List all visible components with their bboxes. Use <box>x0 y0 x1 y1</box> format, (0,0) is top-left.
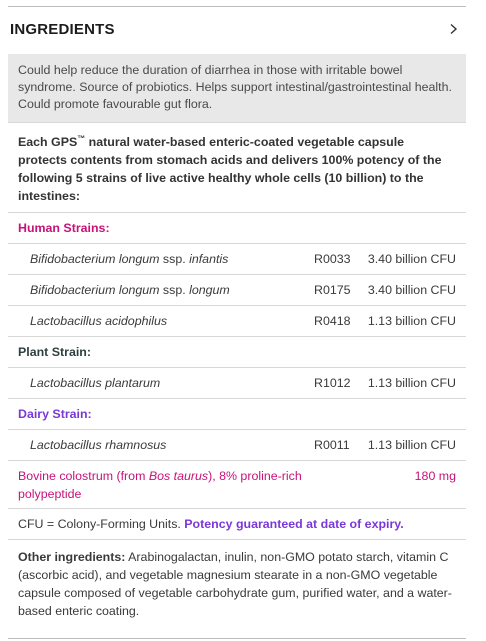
strain-row: Bifidobacterium longum ssp. longum R0175 3.40 billion CFU <box>8 275 466 306</box>
top-divider <box>8 6 466 7</box>
potency-guarantee: Potency guaranteed at date of expiry. <box>184 517 404 532</box>
bottom-divider <box>8 638 466 639</box>
colostrum-row: Bovine colostrum (from Bos taurus), 8% proline-rich polypeptide 180 mg <box>8 461 466 509</box>
section-title: INGREDIENTS <box>10 20 115 38</box>
strain-row: Lactobacillus acidophilus R0418 1.13 billion CFU <box>8 306 466 337</box>
strain-cfu: 3.40 billion CFU <box>367 283 456 298</box>
strain-code: R0033 <box>314 252 351 267</box>
strain-cfu: 1.13 billion CFU <box>367 376 456 391</box>
strain-cfu: 3.40 billion CFU <box>367 252 456 267</box>
ingredients-content <box>8 54 466 628</box>
health-claim: Could help reduce the duration of diarrhea in those with irritable bowel syndrome. Source of probiotics. Helps support intestinal/gastrointestinal health. Could promote favourable gut flora. <box>8 54 466 123</box>
cfu-note: CFU = Colony-Forming Units. Potency guaranteed at date of expiry. <box>8 509 466 540</box>
strain-cfu: 1.13 billion CFU <box>367 438 456 453</box>
ingredients-header[interactable] <box>10 12 466 46</box>
strain-row: Lactobacillus plantarum R1012 1.13 billion CFU <box>8 368 466 399</box>
capsule-description: Each GPS™ natural water-based enteric-coated vegetable capsule protects contents from stomach acids and delivers 100% potency of the following 5 strains of live active healthy whole cells (10 billion) to the intestines: <box>8 123 466 213</box>
strain-code: R1012 <box>314 376 351 391</box>
strain-row: Bifidobacterium longum ssp. infantis R0033 3.40 billion CFU <box>8 244 466 275</box>
strain-code: R0011 <box>314 438 350 453</box>
other-ingredients: Other ingredients: Arabinogalactan, inulin, non-GMO potato starch, vitamin C (ascorbic acid), and vegetable magnesium stearate in a non-GMO vegetable capsule composed of vegetable carbohydrate gum, purified water, and a water-based enteric coating. <box>18 550 452 619</box>
strain-row: Lactobacillus rhamnosus R0011 1.13 billion CFU <box>8 430 466 461</box>
human-strains-heading: Human Strains: <box>8 213 466 244</box>
plant-strain-heading: Plant Strain: <box>8 337 466 368</box>
strain-cfu: 1.13 billion CFU <box>367 314 456 329</box>
chevron-right-icon[interactable] <box>444 20 462 38</box>
colostrum-amount: 180 mg <box>414 469 456 484</box>
strain-code: R0175 <box>314 283 351 298</box>
strain-code: R0418 <box>314 314 351 329</box>
dairy-strain-heading: Dairy Strain: <box>8 399 466 430</box>
